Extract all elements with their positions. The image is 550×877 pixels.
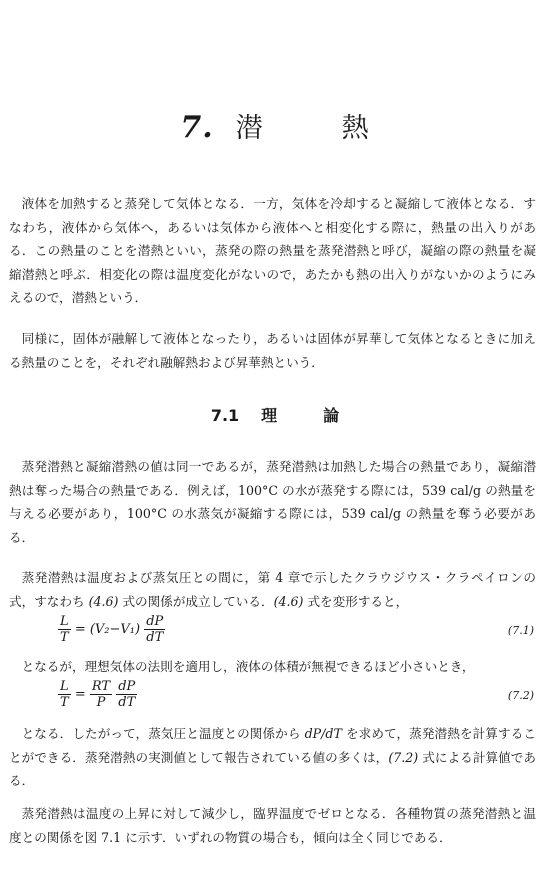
eq1-middle: = (V₂−V₁) <box>74 622 141 637</box>
chapter-title <box>0 106 550 145</box>
eq1-rhs-numerator: dP <box>146 614 164 629</box>
equation-7-2 <box>58 679 538 719</box>
eq2-rhs-fraction <box>116 679 137 710</box>
body-paragraph-2-text-b: 式の関係が成立している． <box>118 593 274 609</box>
body-paragraph-3: となるが，理想気体の法則を適用し，液体の体積が無視できるほど小さいとき， <box>21 659 475 674</box>
eq2-lhs-denominator: T <box>60 695 69 710</box>
body-paragraph-2-text-c: 式を変形すると， <box>303 593 409 609</box>
inline-math-dpdt: dP/dT <box>304 726 342 741</box>
body-paragraph-1: 蒸発潜熱と凝縮潜熱の値は同一であるが，蒸発潜熱は加熱した場合の熱量であり，凝縮潜熱は奪った場合の熱量である．例えば，100°C の水が蒸発する際には，539 cal/g の熱量を与える必要があり，100°C の水蒸気が凝縮する際には，539 cal/g の熱量を奪う必要がある． <box>9 459 536 545</box>
chapter-title-word1: 潜 <box>235 113 264 144</box>
section-title-word1: 理 <box>261 406 278 425</box>
eq2-mid-fraction <box>90 679 112 710</box>
body-paragraph-4-text-a: となる．したがって，蒸気圧と温度との関係から <box>21 726 305 741</box>
eq2-lhs-numerator: L <box>58 679 71 695</box>
body-paragraph-5: 蒸発潜熱は温度の上昇に対して減少し，臨界温度でゼロとなる．各種物質の蒸発潜熱と温度との関係を図 7.1 に示す．いずれの物質の場合も，傾向は全く同じである． <box>9 806 536 845</box>
equation-ref-4-6-b: (4.6) <box>273 593 304 609</box>
chapter-title-word2: 熱 <box>341 113 370 144</box>
eq2-mid-denominator: P <box>96 695 106 710</box>
eq1-tag: (7.1) <box>507 624 534 637</box>
intro-paragraph-2: 同様に，固体が融解して液体となったり，あるいは固体が昇華して気体となるときに加える熱量のことを，それぞれ融解熱および昇華熱という． <box>9 331 536 370</box>
chapter-number: 7. <box>180 110 214 145</box>
equation-ref-4-6-a: (4.6) <box>88 593 119 609</box>
body-paragraph-4-text-c: 式による計算値である． <box>9 749 536 789</box>
section-title <box>0 403 550 426</box>
eq2-tag: (7.2) <box>507 689 534 702</box>
eq1-lhs-denominator: T <box>60 630 69 645</box>
eq1-rhs-fraction <box>144 614 165 645</box>
body-paragraph-2-text-a: 蒸発潜熱は温度および蒸気圧との間に，第 4 章で示したクラウジウス・クラペイロンの式，すなわち <box>9 570 536 609</box>
equation-ref-7-2: (7.2) <box>388 749 419 765</box>
intro-paragraph-1: 液体を加熱すると蒸発して気体となる．一方，気体を冷却すると凝縮して液体となる．すなわち，液体から気体へ，あるいは気体から液体へと相変化する際に，熱量の出入りがある．この熱量のことを潜熱といい，蒸発の際の熱量を蒸発潜熱と呼び，凝縮の際の熱量を凝縮潜熱と呼ぶ．相変化の際は温度変化がないので，あたかも熱の出入りがないかのようにみえるので，潜熱という． <box>9 196 536 306</box>
equation-7-1 <box>58 614 538 654</box>
body-paragraph-2 <box>9 566 536 613</box>
section-number: 7.1 <box>210 406 240 425</box>
eq1-lhs-numerator: L <box>58 614 71 630</box>
eq1-rhs-denominator: dT <box>146 630 164 645</box>
body-paragraph-4-text-b: を求めて，蒸発潜熱を計算することができる．蒸発潜熱の実測値として報告されている値の多くは， <box>9 726 536 765</box>
body-paragraph-4 <box>9 722 536 793</box>
section-title-word2: 論 <box>323 406 340 425</box>
eq1-lhs-fraction <box>58 614 71 645</box>
eq2-mid-numerator: RT <box>91 679 111 694</box>
eq2-rhs-denominator: dT <box>118 695 136 710</box>
eq2-equals: = <box>74 687 86 702</box>
eq2-rhs-numerator: dP <box>118 679 136 694</box>
eq2-lhs-fraction <box>58 679 71 710</box>
